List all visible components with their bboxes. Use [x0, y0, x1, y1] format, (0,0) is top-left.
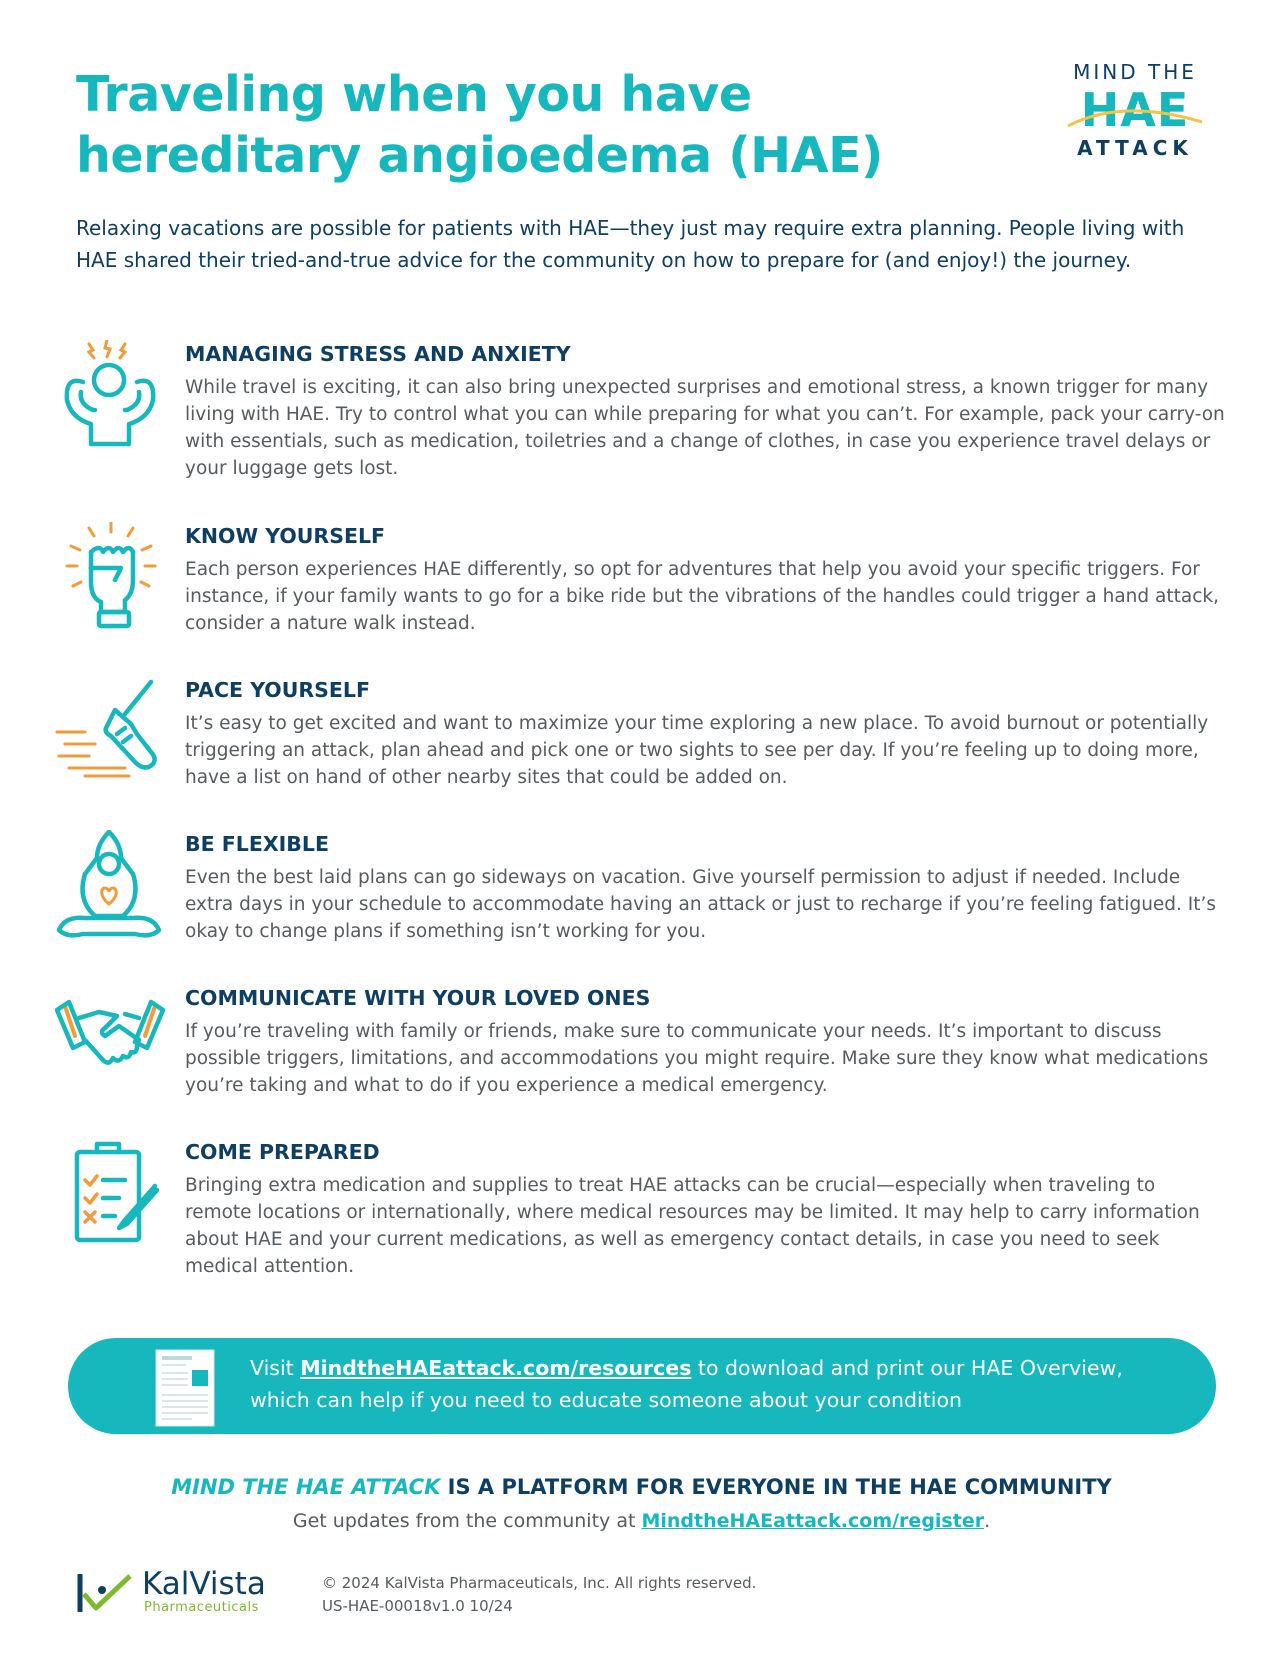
resources-link[interactable]: MindtheHAEattack.com/resources [300, 1356, 692, 1380]
kalvista-name: KalVista [142, 1566, 266, 1602]
logo-swoosh-icon [1062, 102, 1208, 132]
copyright: © 2024 KalVista Pharmaceuticals, Inc. All rights reserved. [322, 1574, 757, 1592]
section-heading: KNOW YOURSELF [185, 524, 386, 548]
raised-fist-icon [55, 522, 165, 632]
logo-bottom-text: ATTACK [1077, 136, 1193, 160]
resources-banner [68, 1338, 1216, 1434]
platform-statement [0, 1472, 1283, 1502]
banner-prefix: Visit [250, 1356, 301, 1380]
register-link[interactable]: MindtheHAEattack.com/register [641, 1510, 985, 1532]
platform-rest: IS A PLATFORM FOR EVERYONE IN THE HAE COMMUNITY [440, 1475, 1112, 1499]
section-body: Even the best laid plans can go sideways on vacation. Give yourself permission to adjust if needed. Include extra days in your schedule to accommodate having an attack or just to recharge if you’re feeling fatigued. It’s okay to change plans if something isn’t working for you. [185, 867, 1217, 942]
title-line-2: hereditary angioedema (HAE) [76, 127, 883, 184]
section-communicate [55, 984, 1225, 1094]
kalvista-mark-icon [76, 1568, 136, 1618]
section-body: Each person experiences HAE differently, so opt for adventures that help you avoid your specific triggers. For instance, if your family wants to go for a bike ride but the vibrations of the handles could trigger a hand attack, consider a nature walk instead. [185, 559, 1219, 634]
page-title [76, 64, 936, 186]
running-shoe-icon [55, 676, 165, 786]
logo-top-text: MIND THE [1073, 60, 1197, 84]
section-body: If you’re traveling with family or friends, make sure to communicate your needs. It’s important to discuss possible triggers, limitations, and accommodations you might require. Make sure they know what medications you’re taking and what to do if you experience a medical emergency. [185, 1021, 1209, 1096]
updates-prefix: Get updates from the community at [292, 1510, 642, 1532]
updates-line [0, 1506, 1283, 1536]
logo-hae-text: HAE [1080, 83, 1190, 137]
banner-text [250, 1352, 1150, 1416]
section-body: Bringing extra medication and supplies to treat HAE attacks can be crucial—especially when traveling to remote locations or internationally, where medical resources may be limited. It may help to carry information about HAE and your current medications, as well as emergency contact details, in case you need to seek medical attention. [185, 1175, 1200, 1277]
section-heading: MANAGING STRESS AND ANXIETY [185, 342, 571, 366]
section-heading: BE FLEXIBLE [185, 832, 329, 856]
hae-overview-document-icon [152, 1348, 218, 1428]
kalvista-sub: Pharmaceuticals [144, 1600, 259, 1615]
legal-text [322, 1572, 756, 1618]
stressed-person-icon [55, 340, 165, 450]
section-come-prepared [55, 1138, 1225, 1278]
checklist-clipboard-icon [55, 1138, 165, 1248]
section-pace-yourself [55, 676, 1225, 786]
section-body: It’s easy to get excited and want to maximize your time exploring a new place. To avoid burnout or potentially triggering an attack, plan ahead and pick one or two sights to see per day. If you’re feeling up to doing more, have a list on hand of other nearby sites that could be added on. [185, 713, 1209, 788]
updates-suffix: . [984, 1510, 991, 1532]
section-body: While travel is exciting, it can also bring unexpected surprises and emotional stress, a known trigger for many living with HAE. Try to control what you can while preparing for what you can’t. For example, pack your carry-on with essentials, such as medication, toiletries and a change of clothes, in case you experience travel delays or your luggage gets lost. [185, 377, 1225, 479]
title-line-1: Traveling when you have [76, 66, 752, 123]
platform-brand: MIND THE HAE ATTACK [171, 1475, 441, 1499]
section-managing-stress [55, 340, 1225, 479]
intro-paragraph: Relaxing vacations are possible for patients with HAE—they just may require extra planning. People living with HAE shared their tried-and-true advice for the community on how to prepare for (and enjoy!) the journey. [76, 216, 1185, 272]
meditation-icon [55, 830, 165, 940]
kalvista-logo [76, 1566, 286, 1620]
mind-the-hae-attack-logo [1062, 60, 1208, 164]
section-heading: COME PREPARED [185, 1140, 380, 1164]
banner-suffix: to download and print our HAE Overview, which can help if you need to educate someone about your condition [250, 1356, 1123, 1412]
section-be-flexible [55, 830, 1225, 960]
section-heading: PACE YOURSELF [185, 678, 371, 702]
section-know-yourself [55, 522, 1225, 632]
document-code: US-HAE-00018v1.0 10/24 [322, 1597, 513, 1615]
handshake-icon [55, 984, 165, 1094]
section-heading: COMMUNICATE WITH YOUR LOVED ONES [185, 986, 651, 1010]
